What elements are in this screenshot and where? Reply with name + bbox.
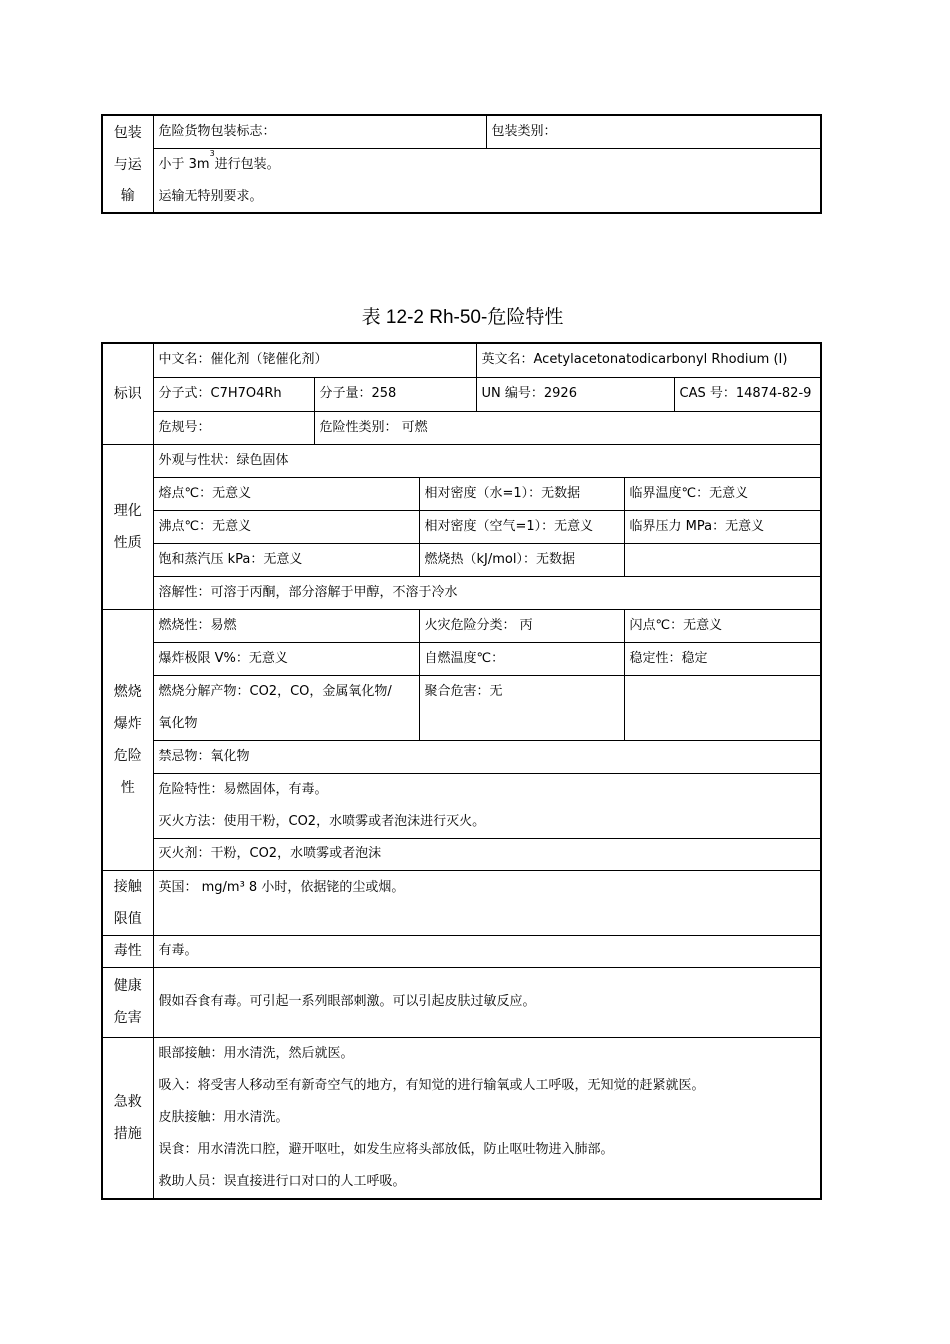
- packing-class: 包装类别：: [486, 115, 821, 148]
- danger-goods-mark: 危险货物包装标志：: [153, 115, 486, 148]
- packaging-notes: [153, 148, 821, 213]
- relative-density-air: 相对密度（空气=1）：无意义: [419, 510, 624, 543]
- decomposition-line: 氧化物: [158, 715, 198, 731]
- melting-point: 熔点℃：无意义: [153, 477, 419, 510]
- decomposition-line: 燃烧分解产物：CO2，CO，金属氧化物/: [158, 683, 392, 699]
- physchem-header-line: 性质: [113, 534, 142, 551]
- polymerization-hazard: 聚合危害：无: [419, 675, 624, 740]
- appearance: 外观与性状：绿色固体: [153, 444, 821, 477]
- hazard-table: [101, 342, 822, 1200]
- packaging-table: [101, 114, 822, 214]
- fire-header-line: 燃烧: [113, 683, 142, 700]
- flash-point: 闪点℃：无意义: [624, 609, 821, 642]
- first-aid-header-line: 急救: [113, 1093, 142, 1110]
- solubility: 溶解性：可溶于丙酮，部分溶解于甲醇，不溶于冷水: [153, 576, 821, 609]
- critical-pressure: 临界压力 MPa：无意义: [624, 510, 821, 543]
- table-title: 表 12-2 Rh-50-危险特性: [361, 307, 564, 328]
- hazard-class: 危险性类别： 可燃: [314, 411, 821, 444]
- first-aid-header-line: 措施: [113, 1125, 142, 1142]
- extinguishing-method: 灭火方法：使用干粉，CO2，水喷雾或者泡沫进行灭火。: [158, 813, 486, 829]
- packaging-note-2: 运输无特别要求。: [158, 188, 263, 204]
- first-aid-header: [102, 1037, 153, 1199]
- identification-header: 标识: [102, 343, 153, 444]
- hazard-characteristics: 危险特性：易燃固体，有毒。: [158, 781, 328, 797]
- health-hazard: 假如吞食有毒。可引起一系列眼部刺激。可以引起皮肤过敏反应。: [153, 967, 821, 1037]
- cas-number: CAS 号：14874-82-9: [674, 377, 821, 411]
- packaging-header-line: 包装: [113, 124, 142, 141]
- toxicity-header: 毒性: [102, 935, 153, 967]
- first-aid-measures: [153, 1037, 821, 1199]
- critical-temperature: 临界温度℃：无意义: [624, 477, 821, 510]
- hazard-characteristics-cell: [153, 773, 821, 838]
- first-aid-skin: 皮肤接触：用水清洗。: [158, 1109, 289, 1125]
- physchem-header-line: 理化: [113, 502, 142, 519]
- health-header-line: 危害: [113, 1010, 142, 1026]
- exposure-limit: 英国： mg/m³ 8 小时，依据铑的尘或烟。: [153, 870, 821, 935]
- explosion-limit: 爆炸极限 V%：无意义: [153, 642, 419, 675]
- hazard-regulation-number: 危规号：: [153, 411, 314, 444]
- first-aid-eye: 眼部接触：用水清洗，然后就医。: [158, 1045, 354, 1061]
- packaging-header: [102, 115, 153, 213]
- empty-cell: [624, 543, 821, 576]
- health-header: [102, 967, 153, 1037]
- flammability: 燃烧性：易燃: [153, 609, 419, 642]
- chinese-name: 中文名：催化剂（铑催化剂）: [153, 343, 476, 377]
- fire-header-line: 爆炸: [113, 715, 142, 732]
- first-aid-inhalation: 吸入：将受害人移动至有新奇空气的地方，有知觉的进行输氧或人工呼吸，无知觉的赶紧就医。: [158, 1077, 705, 1093]
- packaging-header-line: 与运: [113, 156, 142, 173]
- physchem-header: [102, 444, 153, 609]
- exposure-header-line: 接触: [113, 878, 142, 895]
- first-aid-ingestion: 误食：用水清洗口腔，避开呕吐，如发生应将头部放低，防止呕吐物进入肺部。: [158, 1141, 614, 1157]
- fire-hazard-class: 火灾危险分类： 丙: [419, 609, 624, 642]
- molecular-formula: 分子式：C7H7O4Rh: [153, 377, 314, 411]
- decomposition-products: [153, 675, 419, 740]
- exposure-header-line: 限值: [113, 910, 142, 927]
- health-header-line: 健康: [113, 978, 142, 994]
- extinguishing-agent: 灭火剂：干粉，CO2，水喷雾或者泡沫: [153, 838, 821, 870]
- packaging-note-1: 小于 $3m^3$进行包装。: [158, 148, 280, 172]
- molecular-weight: 分子量：258: [314, 377, 476, 411]
- relative-density-water: 相对密度（水=1）：无数据: [419, 477, 624, 510]
- first-aid-rescuer: 救助人员：误直接进行口对口的人工呼吸。: [158, 1173, 406, 1189]
- fire-header-line: 性: [120, 779, 135, 796]
- exposure-header: [102, 870, 153, 935]
- incompatible-materials: 禁忌物：氧化物: [153, 740, 821, 773]
- autoignition-temperature: 自燃温度℃：: [419, 642, 624, 675]
- combustion-heat: 燃烧热（kJ/mol）：无数据: [419, 543, 624, 576]
- packaging-header-line: 输: [120, 187, 135, 204]
- stability: 稳定性：稳定: [624, 642, 821, 675]
- english-name: 英文名：Acetylacetonatodicarbonyl Rhodium (I): [476, 343, 821, 377]
- un-number: UN 编号：2926: [476, 377, 674, 411]
- toxicity: 有毒。: [153, 935, 821, 967]
- vapor-pressure: 饱和蒸汽压 kPa：无意义: [153, 543, 419, 576]
- empty-cell: [624, 675, 821, 740]
- fire-header: [102, 609, 153, 870]
- fire-header-line: 危险: [113, 747, 142, 764]
- boiling-point: 沸点℃：无意义: [153, 510, 419, 543]
